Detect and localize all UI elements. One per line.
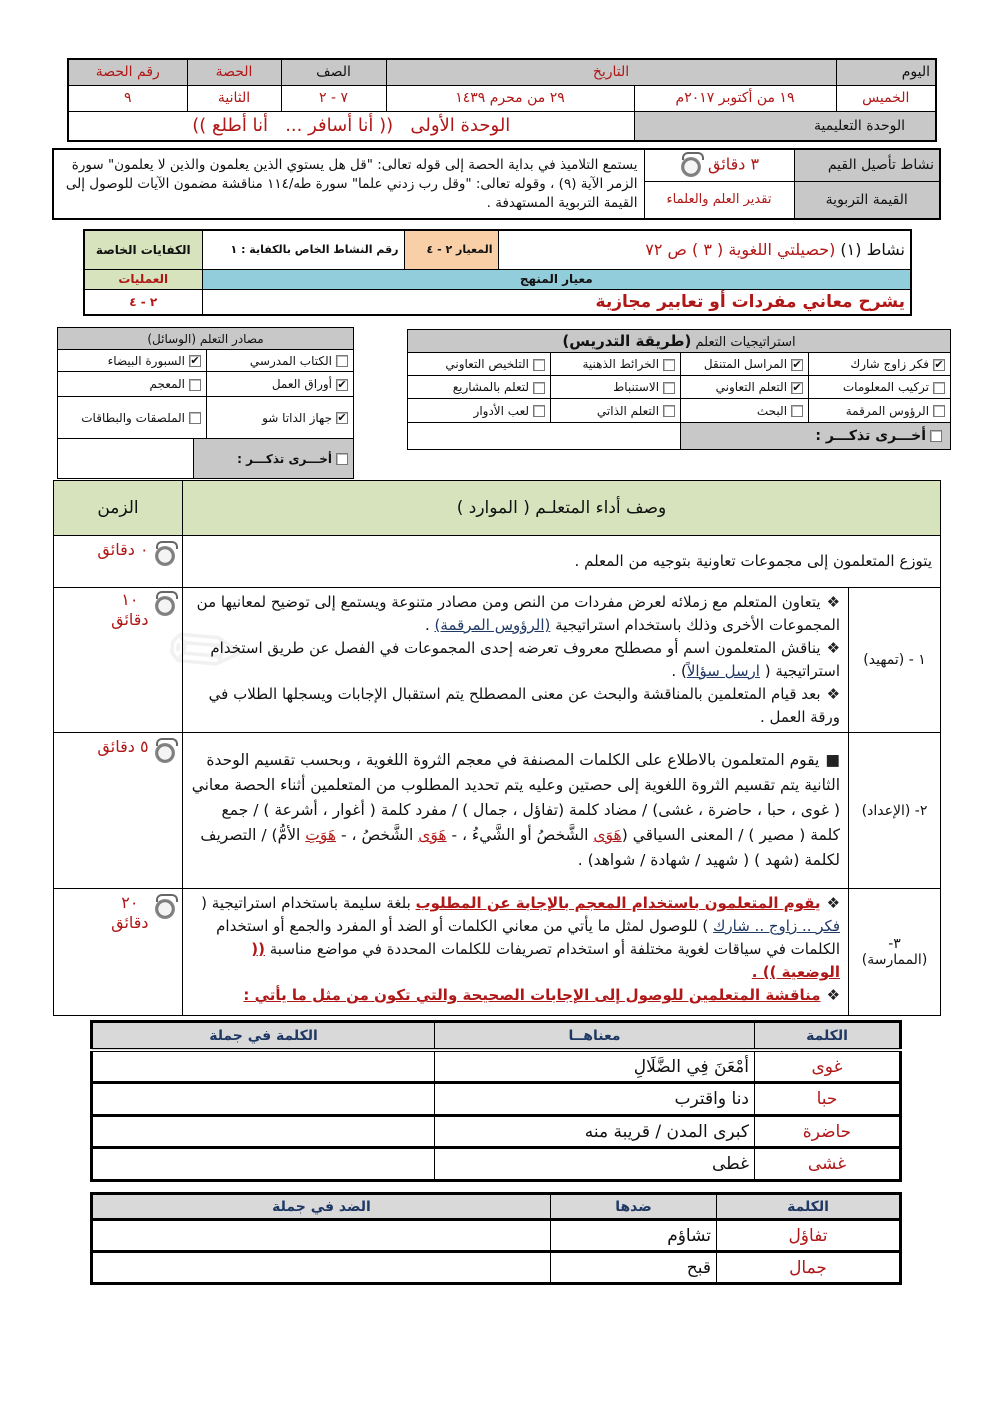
- checkbox[interactable]: [663, 382, 675, 394]
- values-activity-label: نشاط تأصيل القيم: [794, 149, 940, 181]
- row1-time-unit: دقائق: [111, 610, 149, 629]
- date-greg: ١٩ من أكتوبر ٢٠١٧م: [634, 85, 836, 111]
- row0-text: يتوزع المتعلمون إلى مجموعات تعاونية بتوجيه من المعلم .: [183, 536, 941, 588]
- checkbox[interactable]: [663, 405, 675, 417]
- row3-time-num: ٢٠: [121, 893, 139, 912]
- table-row: غشى غطى: [92, 1148, 901, 1181]
- table-row: حبا دنا واقترب: [92, 1083, 901, 1116]
- row2-time: ٥ دقائق: [97, 737, 149, 756]
- strategy-item[interactable]: لتعلم بالمشاريع: [408, 376, 551, 399]
- sentence-cell[interactable]: [92, 1220, 551, 1252]
- period-no-label: رقم الحصة: [68, 59, 187, 85]
- strategy-item[interactable]: الخرائط الذهنية: [551, 353, 681, 376]
- process-value: ٢ - ٤: [84, 289, 202, 315]
- table-row: جمال قبح: [92, 1252, 901, 1284]
- checkbox[interactable]: [663, 359, 675, 371]
- checkbox-checked[interactable]: ✔: [934, 357, 944, 371]
- standard-label: المعيار ٢ - ٤: [404, 230, 498, 269]
- strategy-item[interactable]: الرؤوس المرقمة: [809, 399, 951, 423]
- period-label: الحصة: [187, 59, 281, 85]
- values-time: ٣ دقائق: [707, 154, 760, 174]
- main-table: [53, 480, 941, 1016]
- row2-text: ■يقوم المتعلمون بالاطلاع على الكلمات المصنفة في معجم الثروة اللغوية ، وبحسب تقسيم الوحدة الثانية يتم تقسيم الثروة اللغوية إلى حصتين وعليه يتم تحديد المطلوب من المتعلمين أثناء الحصة معاني ( غوى ، حبا ، حاضرة ، غشى) / مضاد كلمة (تفاؤل ، جمال ) / مفرد كلمة ( أغوار ، أشرعة ) / جمع كلمة ( مصير ) / المعنى السياقي (هَوَى الشَّخصُ أو الشَّيءُ ، - هَوَى الشَّخصُ ، - هَوَتِ الأمُّ) / التصريف لكلمة (شهد ) ( شهيد / شهادة / شواهد) .: [183, 733, 849, 889]
- resources-title: مصادر التعلم (الوسائل): [58, 328, 354, 350]
- day-value: الخميس: [836, 85, 936, 111]
- vocab-header-sentence: الكلمة في جملة: [92, 1022, 435, 1051]
- table-row: تفاؤل تشاؤم: [92, 1220, 901, 1252]
- checkbox[interactable]: [533, 382, 545, 394]
- watermark: ✎: [145, 588, 271, 717]
- values-text: يستمع التلاميذ في بداية الحصة إلى قوله تعالى: "قل هل يستوي الذين يعلمون والذين لا يعلمون" سورة الزمر الآية (٩) ، وقوله تعالى: "وقل رب زدني علما" سورة طه/١١٤ مناقشة مضمون الآيات للوصول إلى القيمة التربوية المستهدفة .: [53, 149, 644, 219]
- unit-label: الوحدة التعليمية: [634, 111, 936, 141]
- checkbox-checked[interactable]: ✔: [792, 357, 802, 371]
- strategy-item[interactable]: التعلم الذاتي: [551, 399, 681, 423]
- strategy-item[interactable]: تركيب المعلومات: [809, 376, 951, 399]
- class-label: الصف: [281, 59, 386, 85]
- sentence-cell[interactable]: [92, 1148, 435, 1181]
- values-table: [52, 148, 941, 220]
- values-value-label: القيمة التربوية: [794, 181, 940, 219]
- alarm-clock-icon: [153, 737, 177, 765]
- date-label: التاريخ: [386, 59, 836, 85]
- checkbox-checked[interactable]: ✔: [337, 411, 347, 424]
- date-hijri: ٢٩ من محرم ١٤٣٩: [386, 85, 634, 111]
- strategy-item[interactable]: لعب الأدوار: [408, 399, 551, 423]
- resource-item[interactable]: الملصقات والبطاقات: [58, 397, 207, 439]
- row3-time-unit: دقائق: [111, 913, 149, 932]
- row1-bullet-1: ❖يتعاون المتعلم مع زملائه لعرض مفردات من النص ومن مصادر متنوعة ويستمع إلى توضيح لمعانيها من المجموعات الأخرى وذلك باستخدام استراتيجية (الرؤوس المرقمة) .: [196, 593, 841, 634]
- row0-time: ٠ دقائق: [97, 540, 149, 559]
- alarm-clock-icon: [679, 151, 703, 179]
- sentence-cell[interactable]: [92, 1252, 551, 1284]
- header-table: [67, 58, 937, 142]
- checkbox-checked[interactable]: ✔: [190, 354, 200, 367]
- period-no-value: ٩: [68, 85, 187, 111]
- row3-text: ❖يقوم المتعلمون باستخدام المعجم بالإجابة عن المطلوب بلغة سليمة باستخدام استراتيجية ( فكر .. زاوج .. شارك ) للوصول لمثل ما يأتي من معاني الكلمات أو الضد أو المفرد والجمع أو استخدام الكلمات في سياقات لغوية مختلفة أو استخدام تصريفات للكلمات المحددة في مواضع مناسبة (( الوضعية )) . ❖مناقشة المتعلمين للوصول إلى الإجابات الصحيحة والتي تكون من مثل ما يأتي :: [183, 889, 849, 1016]
- period-value: الثانية: [187, 85, 281, 111]
- curriculum-label: معيار المنهج: [202, 269, 911, 289]
- competencies-label: الكفايات الخاصة: [84, 230, 202, 269]
- row3-stage: ٣- (الممارسة): [849, 889, 941, 1016]
- resource-item[interactable]: ✔جهاز الداتا شو: [207, 397, 354, 439]
- checkbox[interactable]: [533, 359, 545, 371]
- row1-stage: ١ - (تمهيد): [849, 588, 941, 733]
- checkbox[interactable]: [933, 382, 945, 394]
- row1-bullet-3: ❖بعد قيام المتعلمين بالمناقشة والبحث عن معنى المصطلح يتم استقبال الإجابات ويسجلها الطلاب في ورقة العمل .: [208, 685, 841, 726]
- strategies-title-main: (طريقة التدريس): [562, 332, 692, 350]
- checkbox[interactable]: [930, 430, 942, 442]
- checkbox-checked[interactable]: ✔: [792, 380, 802, 394]
- strategies-title-prefix: استراتيجيات التعلم: [691, 335, 796, 350]
- row1-time-num: ١٠: [121, 590, 139, 609]
- strategy-item[interactable]: ✔التعلم التعاوني: [681, 376, 809, 399]
- vocab-table: [90, 1020, 902, 1182]
- resources-table: [57, 327, 354, 479]
- class-value: ٧ - ٢: [281, 85, 386, 111]
- resource-other-field[interactable]: [58, 439, 194, 479]
- resource-item[interactable]: المعجم: [58, 372, 207, 397]
- unit-value: الوحدة الأولى (( أنا أسافر ... أنا أطلع )): [68, 111, 634, 141]
- checkbox[interactable]: [189, 379, 201, 391]
- activity-no-label: رقم النشاط الخاص بالكفاية : ١: [202, 230, 404, 269]
- resource-item[interactable]: ✔أوراق العمل: [207, 372, 354, 397]
- row2-stage: ٢- (الإعداد): [849, 733, 941, 889]
- resource-other[interactable]: أخـــرى تذكـــر :: [194, 439, 354, 479]
- alarm-clock-icon: [153, 893, 177, 921]
- checkbox[interactable]: [189, 412, 201, 424]
- strategy-item[interactable]: ✔المراسل المتنقل: [681, 353, 809, 376]
- strategies-table: [407, 329, 951, 450]
- ant-header-word: الكلمة: [717, 1194, 901, 1220]
- row1-bullet-2: ❖يناقش المتعلمون اسم أو مصطلح معروف تعرضه إحدى المجموعات في الفصل عن طريق استخدام استراتيجية ( ارسل سؤالاً) .: [210, 639, 841, 680]
- strategy-other[interactable]: أخـــرى تذكـــر :: [681, 423, 951, 450]
- activity-prefix: نشاط (١): [835, 240, 905, 260]
- vocab-header-word: الكلمة: [755, 1022, 901, 1051]
- sentence-cell[interactable]: [92, 1083, 435, 1116]
- alarm-clock-icon: [153, 540, 177, 568]
- resource-item[interactable]: الكتاب المدرسي: [207, 350, 354, 372]
- checkbox[interactable]: [791, 405, 803, 417]
- checkbox[interactable]: [933, 405, 945, 417]
- sentence-cell[interactable]: [92, 1050, 435, 1083]
- strategy-item[interactable]: البحث: [681, 399, 809, 423]
- strategy-item[interactable]: الاستنباط: [551, 376, 681, 399]
- resource-item[interactable]: ✔السبورة البيضاء: [58, 350, 207, 372]
- checkbox[interactable]: [336, 453, 348, 465]
- table-row: غوى أمْعَنَ فِي الضَّلَالِ: [92, 1050, 901, 1083]
- alarm-clock-icon: [153, 590, 177, 618]
- strategy-item[interactable]: التلخيص التعاوني: [408, 353, 551, 376]
- checkbox[interactable]: [533, 405, 545, 417]
- ant-header-antonym: ضدها: [551, 1194, 717, 1220]
- table-row: حاضرة كبرى المدن / قريبة منه: [92, 1115, 901, 1148]
- ant-header-sentence: الضد في جملة: [92, 1194, 551, 1220]
- strategy-item[interactable]: ✔فكر زاوج شارك: [809, 353, 951, 376]
- sentence-cell[interactable]: [92, 1115, 435, 1148]
- day-label: اليوم: [836, 59, 936, 85]
- processes-label: العمليات: [84, 269, 202, 289]
- activity-table: [83, 229, 912, 316]
- vocab-header-meaning: معناهــا: [435, 1022, 755, 1051]
- strategy-other-field[interactable]: [408, 423, 681, 450]
- time-header: الزمن: [54, 481, 183, 536]
- values-value: تقدير العلم والعلماء: [644, 181, 794, 219]
- antonyms-table: [90, 1192, 902, 1285]
- activity-title: (حصيلتي اللغوية ( ٣ ) ص ٧٢: [645, 240, 836, 260]
- standard-text: يشرح معاني مفردات أو تعابير مجازية: [202, 289, 911, 315]
- checkbox[interactable]: [336, 355, 348, 367]
- checkbox-checked[interactable]: ✔: [337, 377, 347, 391]
- desc-header: وصف أداء المتعلـم ( الموارد ): [183, 481, 941, 536]
